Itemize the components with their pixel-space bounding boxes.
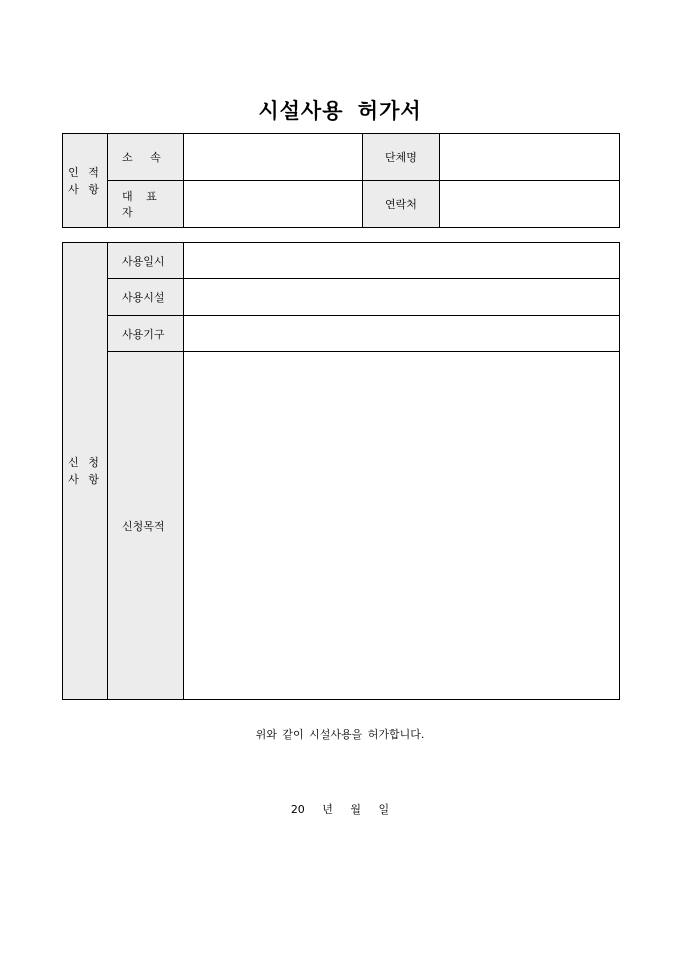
usage-datetime-field[interactable] bbox=[184, 243, 620, 279]
personal-section-header bbox=[63, 134, 108, 228]
representative-label: 대 표 자 bbox=[108, 181, 184, 228]
permission-statement: 위와 같이 시설사용을 허가합니다. bbox=[255, 728, 425, 741]
affiliation-label: 소 속 bbox=[108, 134, 184, 181]
personal-section-line2: 사 항 bbox=[68, 182, 102, 196]
usage-datetime-label: 사용일시 bbox=[108, 243, 184, 279]
purpose-field[interactable] bbox=[184, 352, 620, 700]
purpose-label: 신청목적 bbox=[108, 352, 184, 700]
personal-info-table bbox=[62, 133, 620, 228]
group-name-field[interactable] bbox=[440, 134, 620, 181]
date-line: 20 년 월 일 bbox=[290, 803, 390, 816]
contact-label: 연락처 bbox=[363, 181, 440, 228]
group-name-label: 단체명 bbox=[363, 134, 440, 181]
usage-facility-field[interactable] bbox=[184, 279, 620, 316]
application-section-line2: 사 항 bbox=[68, 473, 102, 486]
personal-section-line1: 인 적 bbox=[68, 165, 102, 179]
page-title: 시설사용 허가서 bbox=[258, 99, 422, 123]
contact-field[interactable] bbox=[440, 181, 620, 228]
usage-facility-label: 사용시설 bbox=[108, 279, 184, 316]
application-section-header bbox=[63, 243, 108, 700]
application-section-line1: 신 청 bbox=[68, 456, 102, 469]
usage-equipment-field[interactable] bbox=[184, 316, 620, 352]
usage-equipment-label: 사용기구 bbox=[108, 316, 184, 352]
representative-field[interactable] bbox=[184, 181, 363, 228]
affiliation-field[interactable] bbox=[184, 134, 363, 181]
application-table bbox=[62, 242, 620, 700]
